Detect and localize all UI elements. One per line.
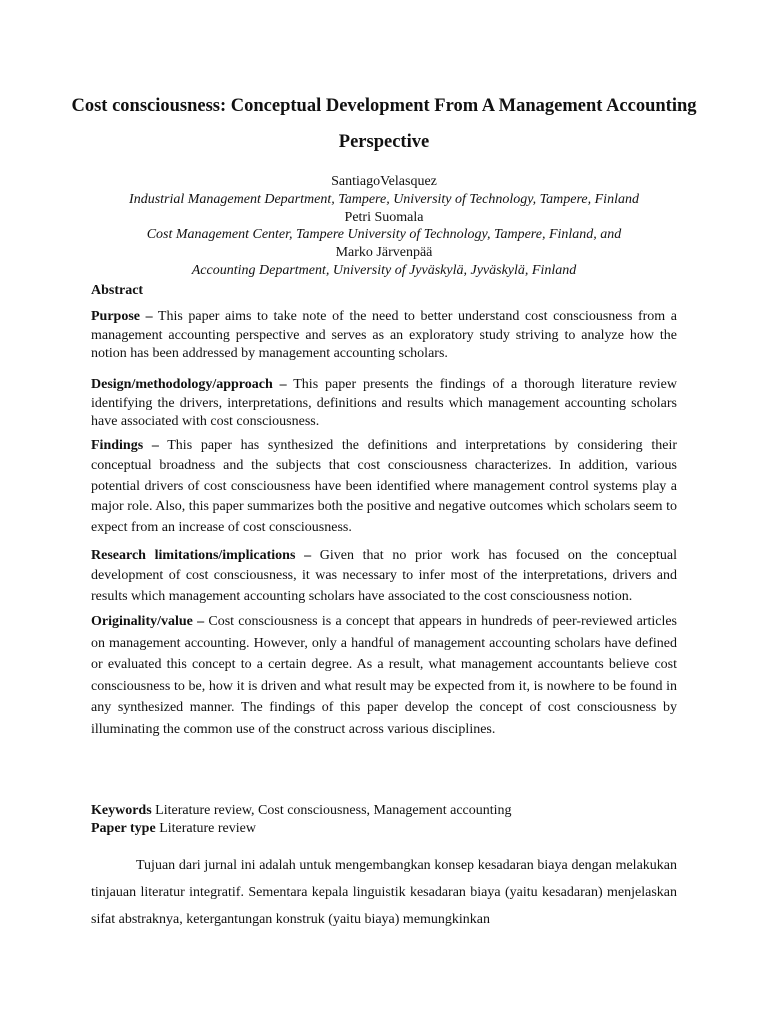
section-label: Research limitations/implications – (91, 548, 312, 563)
author-name: Marko Järvenpää (335, 245, 433, 261)
section-label: Originality/value – (91, 614, 205, 629)
author-name: SantiagoVelasquez (331, 174, 437, 189)
author-affiliation: Cost Management Center, Tampere University of Technology, Tampere, Finland, and (146, 227, 622, 243)
paper-title: Cost consciousness: Conceptual Development From A Management Accounting Perspective (71, 96, 697, 152)
abstract-section-design (91, 376, 677, 432)
paper-type-line (91, 820, 677, 838)
author-affiliation: Industrial Management Department, Tampere, University of Technology, Tampere, Finland (129, 191, 639, 207)
abstract-section-purpose (91, 308, 677, 364)
section-label: Purpose – (91, 309, 153, 324)
abstract-section-research (91, 546, 677, 607)
paper-type-text: Literature review (155, 821, 256, 836)
paper-type-label: Paper type (91, 821, 156, 836)
author-block (60, 173, 708, 280)
abstract-section-originality (91, 611, 677, 740)
abstract-section-findings (91, 436, 677, 538)
keywords-text: Literature review, Cost consciousness, Management accounting (151, 803, 512, 818)
section-label: Findings – (91, 438, 159, 453)
section-text: Cost consciousness is a concept that appears in hundreds of peer-reviewed articles on management accounting. However, only a handful of management accounting scholars have defined or evaluated this concept to a certain degree. As a result, what management accountants believe cost consciousness to be, how it is driven and what result may be expected from it, is nowhere to be found in any synthesized manner. The findings of this paper develop the concept of cost consciousness by illuminating the common use of the construct across various disciplines. (91, 614, 677, 737)
body-paragraph: Tujuan dari jurnal ini adalah untuk mengembangkan konsep kesadaran biaya dengan melakukan tinjauan literatur integratif. Sementara kepala linguistik kesadaran biaya (yaitu kesadaran) menjelaskan sifat abstraknya, ketergantungan konstruk (yaitu biaya) memungkinkan (91, 858, 677, 927)
keywords-line (91, 802, 677, 820)
section-text: This paper aims to take note of the need to better understand cost consciousness from a management accounting perspective and serves as an exploratory study striving to analyze how the notion has been addressed by management accounting scholars. (91, 309, 677, 361)
author-name: Petri Suomala (344, 209, 424, 225)
abstract-heading: Abstract (91, 283, 144, 298)
author-affiliation: Accounting Department, University of Jyväskylä, Jyväskylä, Finland (191, 262, 577, 278)
section-label: Design/methodology/approach – (91, 377, 287, 392)
section-text: This paper presents the findings of a thorough literature review identifying the drivers, interpretations, definitions and results which management accounting scholars have associated with cost consciousness. (91, 377, 677, 429)
section-text: This paper has synthesized the definitions and interpretations by considering their conceptual broadness and the subjects that cost consciousness characterizes. In addition, various potential drivers of cost consciousness have been identified where management control systems play a major role. Also, this paper summarizes both the positive and negative outcomes which scholars seem to expect from an increase of cost consciousness. (91, 438, 678, 535)
keywords-label: Keywords (91, 803, 152, 818)
section-text: Given that no prior work has focused on the conceptual development of cost consciousness, it was necessary to infer most of the interpretations, drivers and results which management accounting scholars have associated to the cost consciousness notion. (91, 548, 677, 604)
